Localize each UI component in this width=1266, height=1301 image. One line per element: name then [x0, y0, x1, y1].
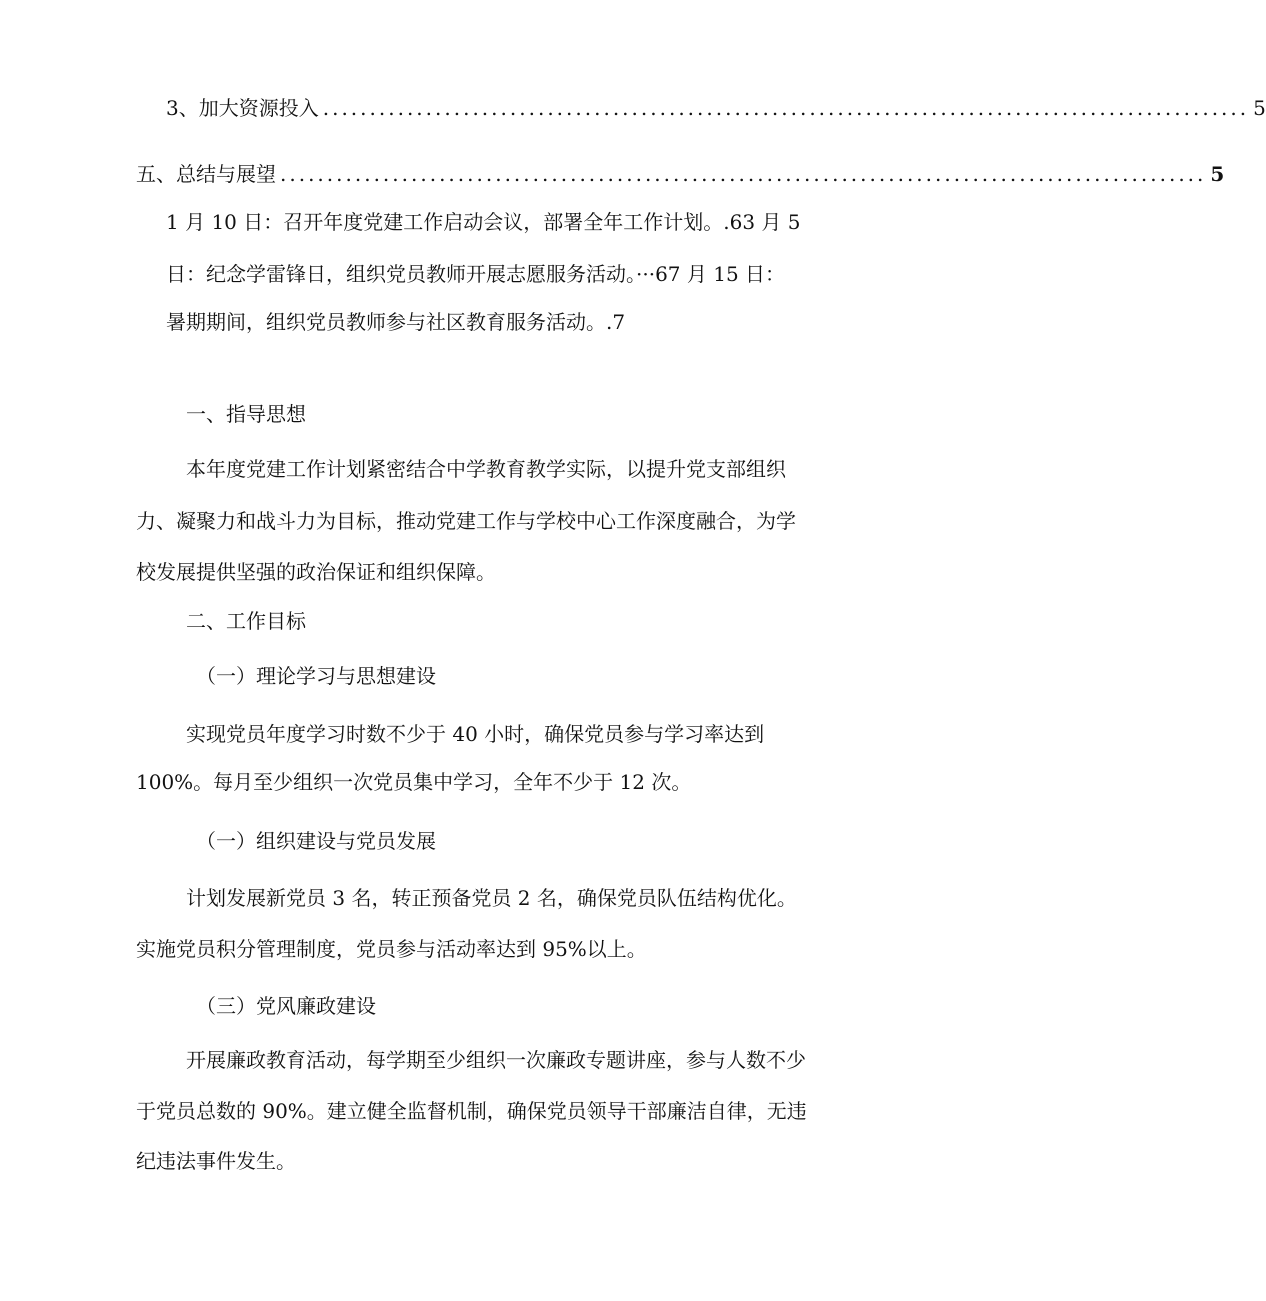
- paragraph-line: 力、凝聚力和战斗力为目标，推动党建工作与学校中心工作深度融合，为学: [136, 509, 796, 533]
- section-heading-work-goals: 二、工作目标: [186, 609, 306, 633]
- toc-page-number: 5: [1210, 162, 1225, 186]
- toc-page-number: 5: [1253, 96, 1266, 120]
- toc-entry-label: 3、加大资源投入: [166, 96, 319, 120]
- toc-leader-dots: ...................................................................................................: [322, 96, 1250, 120]
- paragraph-line: 纪违法事件发生。: [136, 1149, 296, 1173]
- subsection-heading-organization: （一）组织建设与党员发展: [196, 829, 436, 853]
- paragraph-line: 开展廉政教育活动，每学期至少组织一次廉政专题讲座，参与人数不少: [186, 1048, 806, 1072]
- paragraph-line: 100%。每月至少组织一次党员集中学习，全年不少于 12 次。: [136, 770, 692, 794]
- subsection-heading-integrity: （三）党风廉政建设: [196, 994, 376, 1018]
- paragraph-line: 实现党员年度学习时数不少于 40 小时，确保党员参与学习率达到: [186, 722, 765, 746]
- toc-entry-resources[interactable]: [166, 94, 1266, 122]
- paragraph-line: 于党员总数的 90%。建立健全监督机制，确保党员领导干部廉洁自律，无违: [136, 1099, 807, 1123]
- toc-event-line: 1 月 10 日：召开年度党建工作启动会议，部署全年工作计划。.63 月 5: [166, 210, 801, 234]
- toc-entry-summary[interactable]: [136, 160, 1225, 188]
- subsection-heading-theory-study: （一）理论学习与思想建设: [196, 664, 436, 688]
- toc-leader-dots: ...................................................................................................: [280, 162, 1207, 186]
- paragraph-line: 实施党员积分管理制度，党员参与活动率达到 95%以上。: [136, 937, 647, 961]
- toc-entry-label: 五、总结与展望: [136, 162, 276, 186]
- paragraph-line: 校发展提供坚强的政治保证和组织保障。: [136, 560, 496, 584]
- paragraph-line: 本年度党建工作计划紧密结合中学教育教学实际，以提升党支部组织: [186, 457, 786, 481]
- paragraph-line: 计划发展新党员 3 名，转正预备党员 2 名，确保党员队伍结构优化。: [186, 886, 797, 910]
- toc-event-line: 暑期期间，组织党员教师参与社区教育服务活动。.7: [166, 310, 626, 334]
- toc-event-line: 日：纪念学雷锋日，组织党员教师开展志愿服务活动。···67 月 15 日：: [166, 262, 786, 286]
- section-heading-guiding-ideology: 一、指导思想: [186, 402, 306, 426]
